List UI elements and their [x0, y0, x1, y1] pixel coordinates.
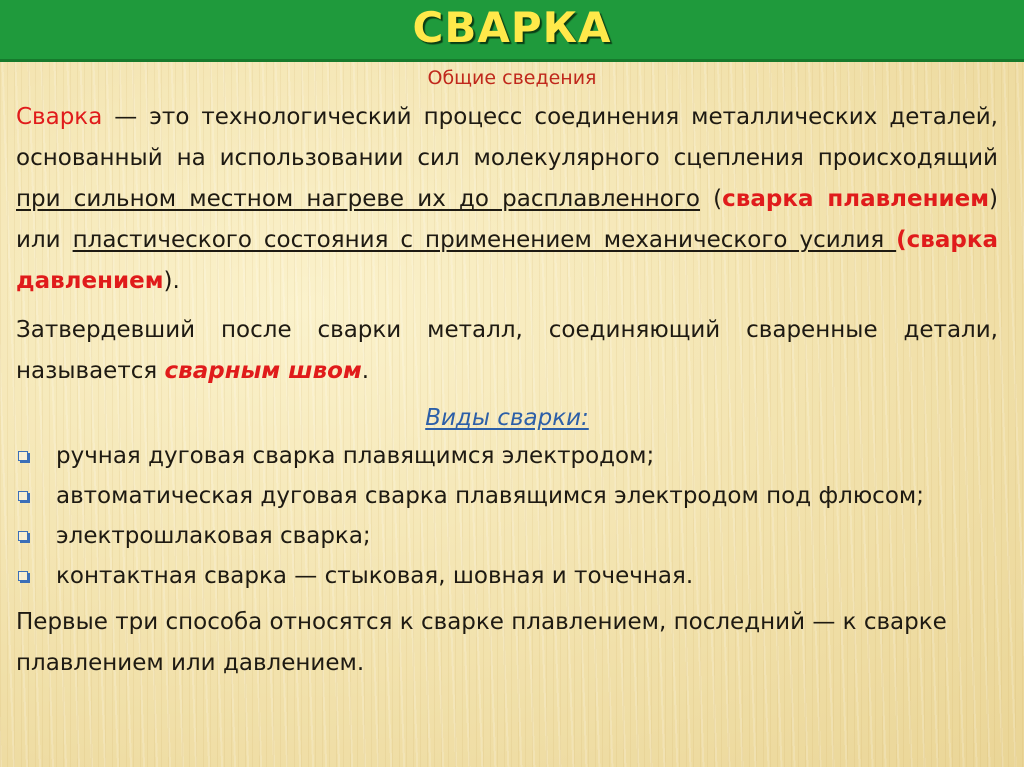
definition-underlined-heating: при сильном местном нагреве их до расплавленного — [16, 186, 701, 212]
list-item-text: электрошлаковая сварка; — [56, 523, 371, 549]
checkbox-bullet-icon — [18, 491, 28, 501]
list-item-text: контактная сварка — стыковая, шовная и точечная. — [56, 563, 694, 589]
welding-types-list — [16, 436, 998, 596]
definition-text-3: ). — [163, 268, 180, 294]
checkbox-bullet-icon — [18, 451, 28, 461]
seam-text: Затвердевший после сварки металл, соединяющий сваренные детали, называется — [16, 317, 998, 384]
term-pressure-welding: (сварка давлением — [16, 227, 998, 294]
list-item — [16, 516, 998, 556]
types-heading — [16, 400, 998, 436]
title-bar — [0, 0, 1024, 62]
list-item — [16, 436, 998, 476]
list-item — [16, 476, 998, 516]
definition-paragraph — [16, 97, 998, 302]
list-item-text: ручная дуговая сварка плавящимся электродом; — [56, 443, 655, 469]
list-item-text: автоматическая дуговая сварка плавящимся электродом под флюсом; — [56, 483, 925, 509]
term-fusion-welding: сварка плавлением — [722, 186, 990, 212]
definition-underlined-plastic: пластического состояния с применением механического усилия — [72, 227, 897, 253]
conclusion-paragraph: Первые три способа относятся к сварке плавлением, последний — к сварке плавлением или давлением. — [16, 609, 947, 676]
types-heading-text: Виды сварки: — [425, 405, 589, 431]
definition-paren-open: ( — [700, 186, 723, 212]
definition-text-1: — это технологический процесс соединения металлических деталей, основанный на использовании сил молекулярного сцепления происходящий — [16, 104, 998, 171]
seam-paragraph — [16, 310, 998, 392]
term-welding: Сварка — [16, 104, 103, 130]
definition-text-2: ) или — [16, 186, 998, 253]
list-item — [16, 556, 998, 596]
checkbox-bullet-icon — [18, 571, 28, 581]
slide-content — [16, 97, 998, 684]
checkbox-bullet-icon — [18, 531, 28, 541]
term-weld-seam: сварным швом — [164, 358, 362, 384]
slide-title: СВАРКА — [412, 3, 612, 52]
slide-subtitle: Общие сведения — [427, 67, 597, 89]
seam-end: . — [361, 358, 370, 384]
